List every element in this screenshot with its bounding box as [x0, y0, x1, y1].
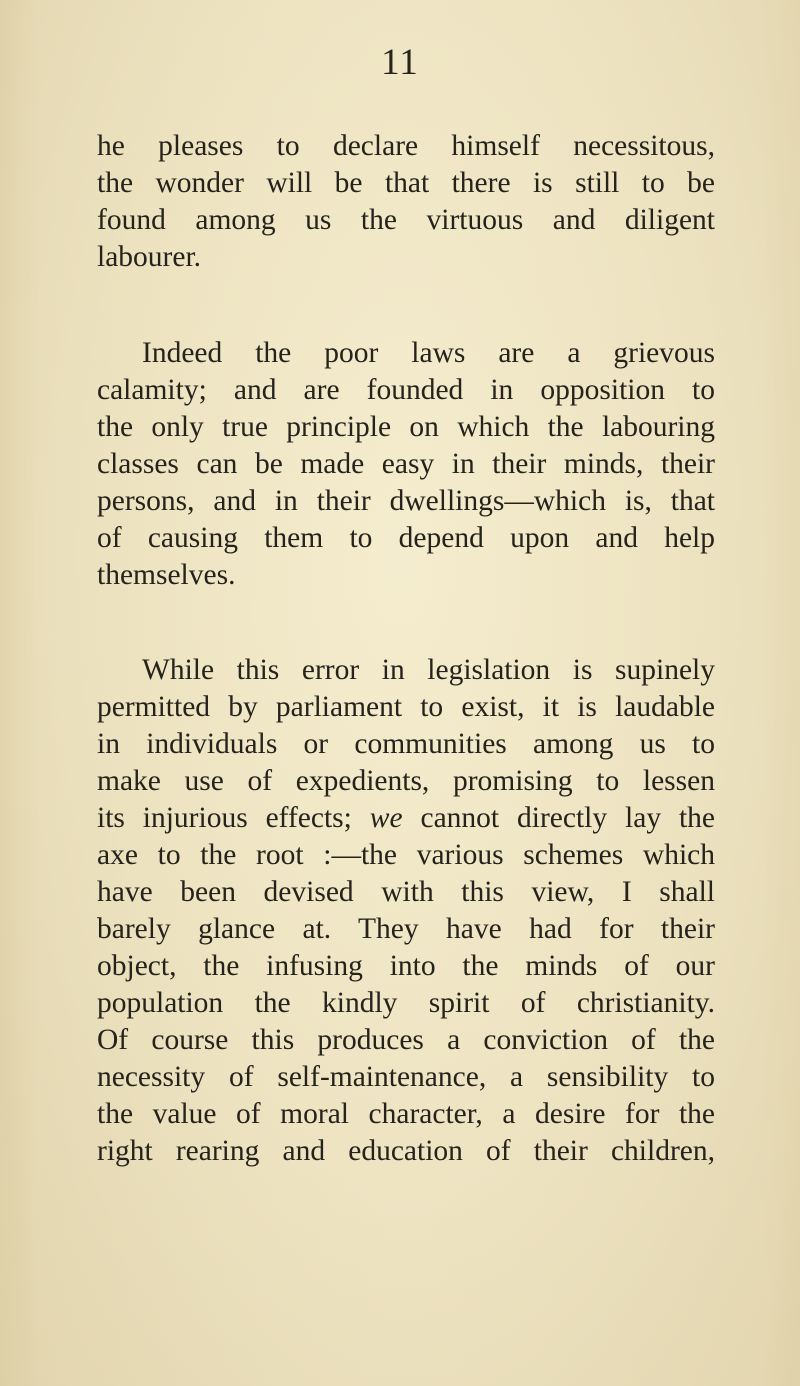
page-number: 11 — [381, 42, 419, 83]
paragraph-3 — [97, 652, 715, 1170]
text-line: he pleases to declare himself necessitous, — [97, 130, 715, 162]
paragraph-2 — [97, 335, 715, 594]
text-line: persons, and in their dwellings—which is, that — [97, 485, 715, 517]
text-line: right rearing and education of their children, — [97, 1135, 715, 1167]
text-line: make use of expedients, promising to lessen — [97, 765, 715, 797]
text-line: While this error in legislation is supinely — [142, 654, 715, 686]
text-line: barely glance at. They have had for their — [97, 913, 715, 945]
text-line: population the kindly spirit of christianity. — [97, 987, 715, 1019]
text-line: the only true principle on which the labouring — [97, 411, 715, 443]
text-line: Indeed the poor laws are a grievous — [142, 337, 715, 369]
text-line: themselves. — [97, 559, 236, 591]
paragraph-1 — [97, 128, 715, 276]
text-line: in individuals or communities among us to — [97, 728, 715, 760]
text-line: labourer. — [97, 241, 202, 273]
text-line: of causing them to depend upon and help — [97, 522, 715, 554]
text-line: calamity; and are founded in opposition to — [97, 374, 715, 406]
text-line: permitted by parliament to exist, it is laudable — [97, 691, 715, 723]
text-line: necessity of self-maintenance, a sensibility to — [97, 1061, 715, 1093]
text-line: object, the infusing into the minds of our — [97, 950, 715, 982]
text-line: found among us the virtuous and diligent — [97, 204, 715, 236]
text-line: the value of moral character, a desire for the — [97, 1098, 715, 1130]
text-line — [97, 800, 715, 837]
text-line: classes can be made easy in their minds, their — [97, 448, 715, 480]
italic-word: we — [369, 802, 403, 834]
text-line: have been devised with this view, I shall — [97, 876, 715, 908]
text-segment: cannot directly lay the — [420, 802, 716, 834]
text-line: axe to the root :—the various schemes which — [97, 839, 715, 871]
text-segment: its injurious effects; — [97, 802, 352, 834]
text-line: Of course this produces a conviction of the — [97, 1024, 715, 1056]
text-line: the wonder will be that there is still to be — [97, 167, 715, 199]
